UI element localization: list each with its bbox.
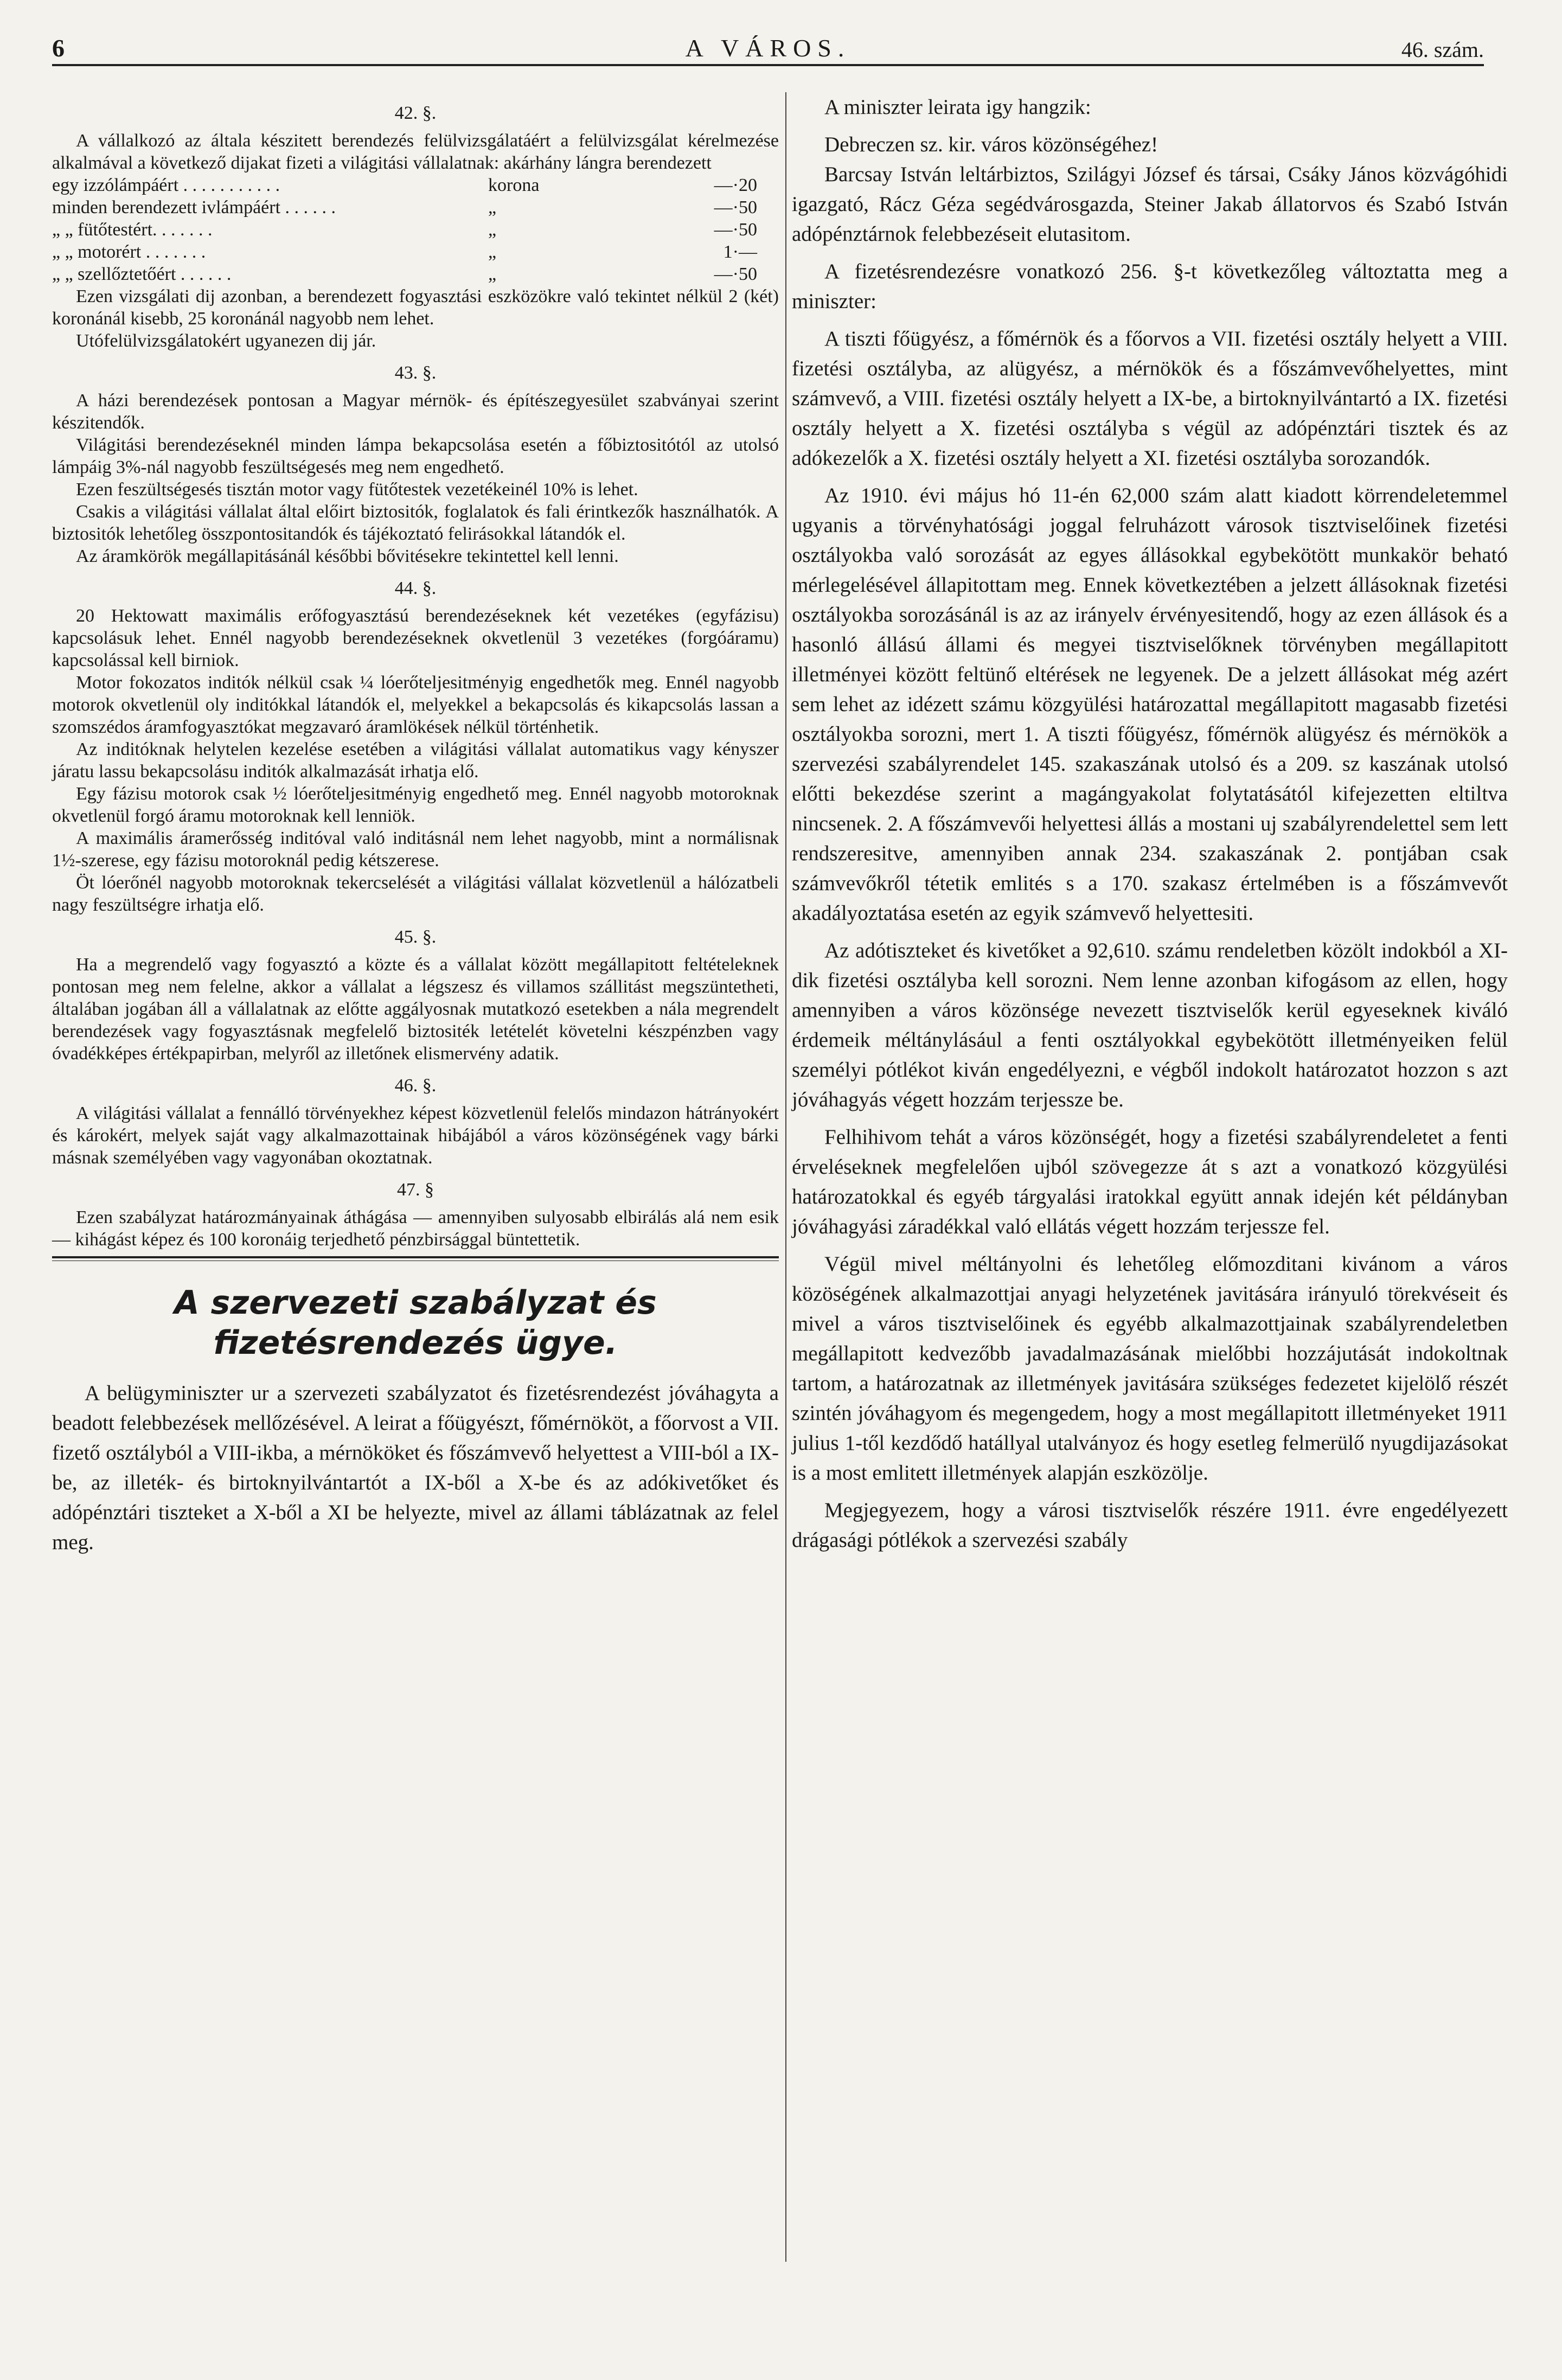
paragraph: A vállalkozó az általa készitett berendezés felülvizsgálatáért a felülvizsgálat kérelmezése alkalmával a következő dijakat fizeti a világitási vállalatnak: akárhány lángra berendezett (52, 131, 779, 173)
page-number: 6 (52, 34, 65, 62)
fee-value: 1·— (723, 242, 757, 262)
paragraph: Megjegyezem, hogy a városi tisztviselők részére 1911. évre engedélyezett drágasági pótlékok a szervezési szabály (792, 1499, 1508, 1552)
paragraph: Végül mivel méltányolni és lehetőleg előmozditani kivánom a város közöségének alkalmazottjai anyagi helyzetének javitására irányuló törekvéseit és mivel a város tisztviselőinek és egyébb alkalmazottjainak szabályrendeletben megállapitott kedvezőbb javadalmazásának mielőbbi hozzájutását indokoltnak tartom, a határozatnak az illetmények javitására szükséges fedezetet kijelölő részét szintén jóváhagyom és megengedem, hogy a most megállapitott illetményeket 1911 julius 1-től kezdődő hatállyal utalványoz és hogy esetleg felmerülő nyugdijazásokat is a most emlitett illetmények alapján eszközölje. (792, 1252, 1508, 1485)
left-column (52, 92, 779, 1557)
paragraph: Csakis a világitási vállalat által előirt biztositók, foglalatok és fali érintkezők használhatók. A biztositók lehetőleg összpontositandók és tájékoztató felirásokkal látandók el. (52, 502, 779, 544)
paragraph: A világitási vállalat a fennálló törvényekhez képest közvetlenül felelős mindazon hátrányokért és károkért, melyek saját vagy alkalmazottainak hibájából a város közönségének vagy bárki másnak személyében vagy vagyonában okoztatnak. (52, 1103, 779, 1168)
table-row (52, 219, 779, 241)
table-row (52, 263, 779, 285)
paragraph: Az adótiszteket és kivetőket a 92,610. számu rendeletben közölt indokból a XI-dik fizetési osztályba kell sorozni. Nem lenne azonban kifogásom az ellen, hogy amennyiben a város közönsége nevezett tisztviselők kerül egyeseknek kiváló érdemeik méltánylásául a fenti osztályokkal egybekötött illetményeiken felül személyi pótlékot kiván engedélyezni, e végből indokolt határozatot hozzon s azt jóváhagyás végett hozzám terjessze be. (792, 939, 1508, 1111)
paragraph: A maximális áramerősség inditóval való inditásnál nem lehet nagyobb, mint a normálisnak 1½-szerese, egy fázisu motoroknál pedig kétszerese. (52, 828, 779, 871)
paragraph: Ezen feszültségesés tisztán motor vagy fütőtestek vezetékeinél 10% is lehet. (76, 479, 638, 500)
fee-label: „ „ motorért . . . . . . . (52, 242, 206, 262)
paragraph: Motor fokozatos inditók nélkül csak ¼ lóerőteljesitményig engedhetők meg. Ennél nagyobb motorok okvetlenül oly inditókkal látandók el, melyekkel a bekapcsolás és kikapcsolás lassan a szomszédos áramfogyasztókat megzavaró áramlökések nélkül történhetik. (52, 673, 779, 737)
fee-value: —·50 (714, 264, 757, 284)
paragraph: Az 1910. évi május hó 11-én 62,000 szám alatt kiadott körrendeletemmel ugyanis a törvényhatósági joggal felruházott városok tisztviselőinek fizetési osztályokba való sorozását az egyes állásokkal egybekötött munkakör beható mérlegelésével állapitottam meg. Ennek következtében a jelzett állásoknak fizetési osztályokba sorozásánál is az az irányelv érvényesitendő, hogy az ezen állások és a hasonló állású állami és megyei tisztviselőknek törvényben megállapitott illetményei között feltünő eltérések ne legyenek. De a jelzett állásokat még azért sem lehet az idézett számu közgyülési határozattal megállapitott magasabb fizetési osztályokba sorozni, mert 1. A tiszti főügyész, főmérnök alügyész és mérnökök a szervezési szabályrendelet 145. szakaszának utolsó és a 209. sz kaszának utolsó előtti bekezdése szerint a magángyakolat folytatásától kifejezetten eltiltva nincsenek. 2. A főszámvevői helyettesi állás a mostani uj szabályrendelettel sem lett rendszeresitve, amennyiben annak 234. szakaszának 2. pontjában csak számvevőkről tétetik emlités s a 170. szakasz értelmében is a főszámvevőt akadályoztatása esetén az egyik számvevő helyettesiti. (792, 484, 1508, 925)
right-column (792, 92, 1508, 1555)
paragraph: Utófelülvizsgálatokért ugyanezen dij jár. (76, 331, 376, 351)
fee-label: „ „ szellőztetőért . . . . . . (52, 264, 232, 284)
article-title: A szervezeti szabályzat és fizetésrendezés ügye. (174, 1284, 657, 1362)
paragraph: Ezen vizsgálati dij azonban, a berendezett fogyasztási eszközökre való tekintet nélkül 2 (két) koronánál kisebb, 25 koronánál nagyobb nem lehet. (52, 286, 779, 329)
paragraph: A házi berendezések pontosan a Magyar mérnök- és építészegyesület szabványai szerint készitendők. (52, 391, 779, 433)
section-heading-42: 42. §. (394, 103, 437, 123)
fee-unit: korona (488, 175, 540, 195)
section-heading-47: 47. § (397, 1180, 434, 1200)
article-body (52, 1378, 779, 1557)
paragraph: Felhihivom tehát a város közönségét, hogy a fizetési szabályrendeletet a fenti érveléseknek megfelelően ujból szövegezze át s azt a vonatkozó közgyülési határozatokkal és egyéb tárgyalási iratokkal együtt annak idején két példányban jóváhagyási záradékkal való ellátás végett hozzám terjessze fel. (792, 1125, 1508, 1238)
paragraph: Az inditóknak helytelen kezelése esetében a világitási vállalat automatikus vagy kényszer járatu lassu bekapcsolásu inditók alkalmazását irhatja elő. (52, 739, 779, 782)
section-heading-44: 44. §. (394, 578, 437, 598)
paragraph: Ha a megrendelő vagy fogyasztó a közte és a vállalat között megállapitott feltételeknek pontosan meg nem felelne, akkor a vállalat a légszesz és villamos szállitást megszüntetheti, általában jogában áll a vállalatnak az előtte aggályosnak mutatkozó esetekben a nála megrendelt berendezések vagy fogyasztásnak megfelelő biztositék letételét követelni készpénzben vagy óvadékképes értékpapirban, melyről az illetőnek elismervény adatik. (52, 955, 779, 1064)
issue-number: 46. szám. (1401, 37, 1484, 62)
table-row (52, 174, 779, 196)
header-rule (52, 64, 1484, 66)
paragraph: Világitási berendezéseknél minden lámpa bekapcsolása esetén a főbiztositótól az utolsó lámpáig 3%-nál nagyobb feszültségesés meg nem engedhető. (52, 435, 779, 477)
paragraph: Barcsay István leltárbiztos, Szilágyi József és társai, Csáky János közvágóhidi igazgató, Rácz Géza segédvárosgazda, Steiner Jakab állatorvos és Szabó István adópénztárnok felebbezéseit elutasitom. (792, 163, 1508, 246)
section-heading-43: 43. §. (394, 363, 437, 383)
paragraph: Egy fázisu motorok csak ½ lóerőteljesitményig engedhető meg. Ennél nagyobb motoroknak okvetlenül forgó áramu motoroknak kell lenniök. (52, 784, 779, 826)
fee-value: —·50 (714, 220, 757, 240)
paragraph: Az áramkörök megállapitásánál későbbi bővitésekre tekintettel kell lenni. (76, 546, 619, 566)
fee-value: —·50 (714, 197, 757, 217)
fee-unit: „ (488, 197, 497, 217)
paragraph: Ezen szabályzat határozmányainak áthágása — amennyiben sulyosabb elbirálás alá nem esik — kihágást képez és 100 koronáig terjedhető pénzbirsággal büntettetik. (52, 1207, 779, 1250)
paragraph: 20 Hektowatt maximális erőfogyasztású berendezéseknek két vezetékes (egyfázisu) kapcsolásuk lehet. Ennél nagyobb berendezéseknek okvetlenül 3 vezetékes (forgóáramu) kapcsolással kell birniok. (52, 606, 779, 670)
table-row (52, 241, 779, 263)
paragraph: Öt lóerőnél nagyobb motoroknak tekercselését a világitási vállalat közvetlenül a hálózatbeli nagy feszültségre irhatja elő. (52, 873, 779, 915)
fee-table (52, 174, 779, 285)
fee-label: „ „ fütőtestért. . . . . . . (52, 220, 213, 240)
fee-label: minden berendezett ivlámpáért . . . . . . (52, 197, 336, 217)
journal-title: A VÁROS. (685, 34, 851, 62)
fee-value: —·20 (714, 175, 757, 195)
table-row (52, 196, 779, 219)
fee-label: egy izzólámpáért . . . . . . . . . . . (52, 175, 280, 195)
fee-unit: „ (488, 242, 497, 262)
article-divider (52, 1256, 779, 1261)
paragraph: A belügyminiszter ur a szervezeti szabályzatot és fizetésrendezést jóváhagyta a beadott felebbezések mellőzésével. A leirat a főügyészt, főmérnököt, a főorvost a VII. fizető osztályból a VIII-ikba, a mérnököket és főszámvevő helyettest a VIII-ból a IX-be, az illeték- és birtoknyilvántartót a IX-ből a X-be és az adókivetőket és adópénztári tiszteket a X-ből a XI be helyezte, mivel az állami táblázatnak az felel meg. (52, 1381, 779, 1554)
salutation: Debreczen sz. kir. város közönségéhez! (824, 133, 1158, 156)
paragraph: A fizetésrendezésre vonatkozó 256. §-t következőleg változtatta meg a miniszter: (792, 260, 1508, 313)
paragraph: A miniszter leirata igy hangzik: (824, 95, 1091, 119)
fee-unit: „ (488, 264, 497, 284)
section-heading-45: 45. §. (394, 927, 437, 947)
section-heading-46: 46. §. (394, 1076, 437, 1096)
fee-unit: „ (488, 220, 497, 240)
column-divider (785, 92, 786, 2262)
paragraph: A tiszti főügyész, a főmérnök és a főorvos a VII. fizetési osztály helyett a VIII. fizetési osztályba, az alügyész, a mérnökök és a főszámvevőhelyettes, mint számvevő, a VIII. fizetési osztály helyett a IX-be, a birtoknyilvántartó a IX. fizetési osztály helyett a X. fizetési osztályba s végül az adópénztári tisztek és az adókezelők a X. fizetési osztály helyett a XI. fizetési osztályba sorozandók. (792, 327, 1508, 470)
